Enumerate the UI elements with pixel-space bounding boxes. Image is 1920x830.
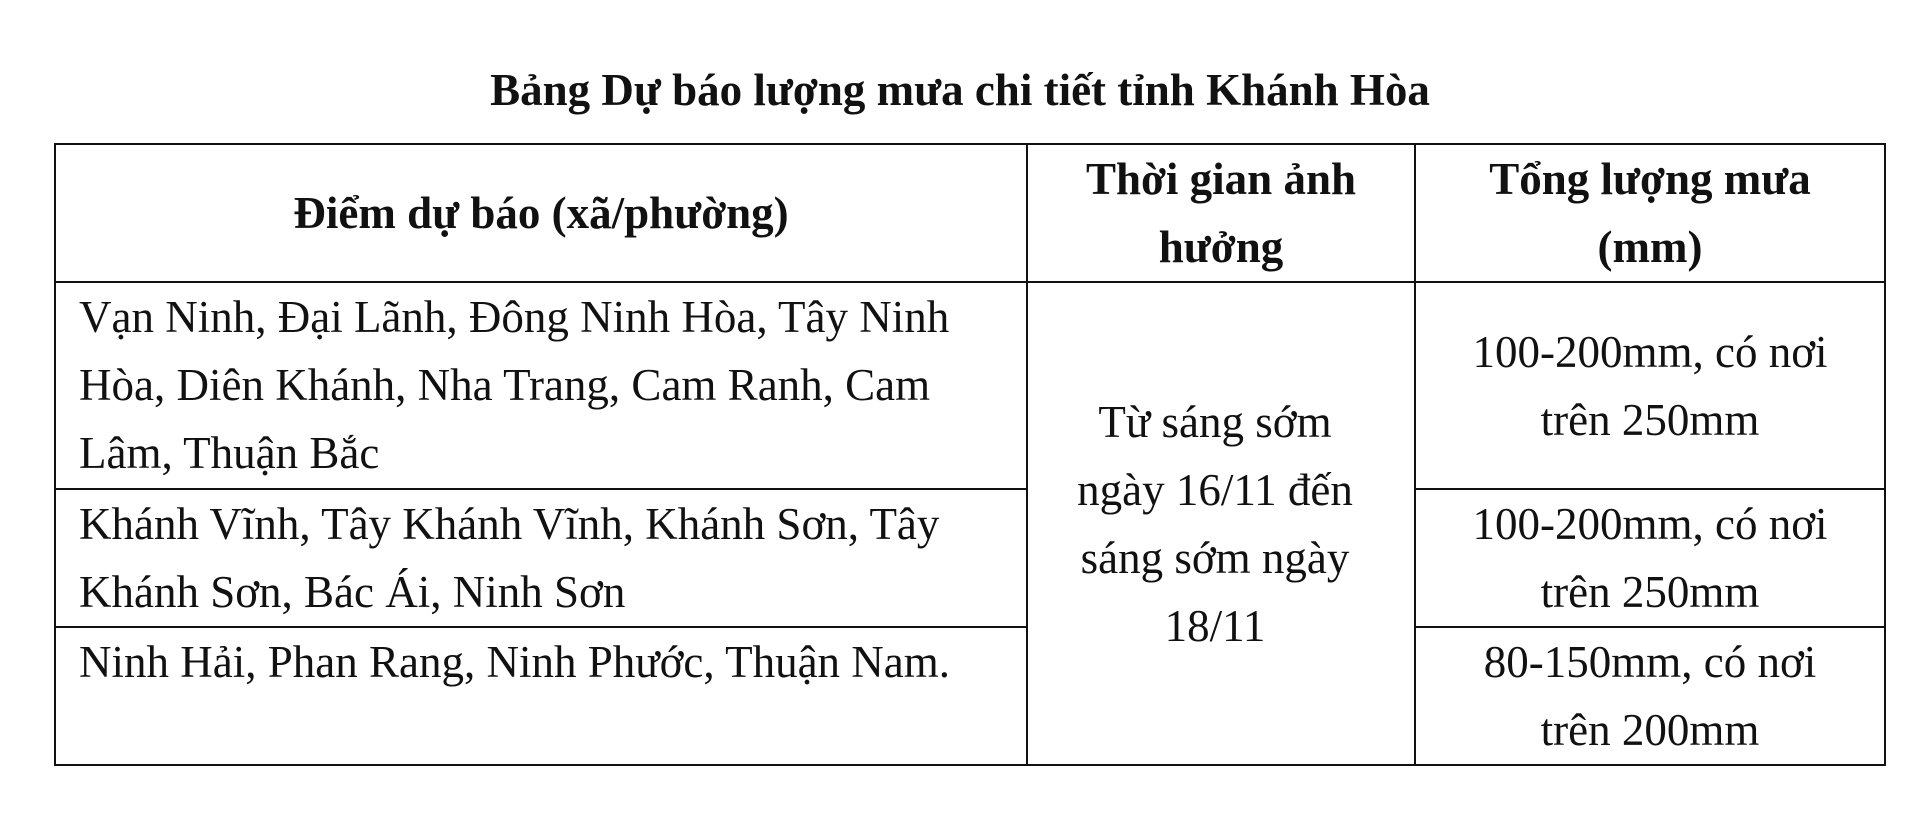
header-total-rainfall: Tổng lượng mưa (mm) bbox=[1415, 144, 1885, 282]
row-locations: Khánh Vĩnh, Tây Khánh Vĩnh, Khánh Sơn, Tây Khánh Sơn, Bác Ái, Ninh Sơn bbox=[55, 489, 1027, 627]
table-title: Bảng Dự báo lượng mưa chi tiết tỉnh Khánh Hòa bbox=[490, 65, 1430, 115]
impact-time-cell: Từ sáng sớm ngày 16/11 đến sáng sớm ngày 18/11 bbox=[1027, 282, 1415, 765]
row-locations: Vạn Ninh, Đại Lãnh, Đông Ninh Hòa, Tây Ninh Hòa, Diên Khánh, Nha Trang, Cam Ranh, Cam Lâm, Thuận Bắc bbox=[55, 282, 1027, 489]
row-rainfall: 100-200mm, có nơi trên 250mm bbox=[1415, 489, 1885, 627]
rainfall-forecast-table bbox=[54, 143, 1886, 766]
header-forecast-point: Điểm dự báo (xã/phường) bbox=[55, 144, 1027, 282]
table-row bbox=[55, 282, 1885, 489]
table-row bbox=[55, 627, 1885, 765]
table-row bbox=[55, 489, 1885, 627]
table-header-row bbox=[55, 144, 1885, 282]
header-impact-time: Thời gian ảnh hưởng bbox=[1027, 144, 1415, 282]
row-rainfall: 80-150mm, có nơi trên 200mm bbox=[1415, 627, 1885, 765]
row-rainfall: 100-200mm, có nơi trên 250mm bbox=[1415, 282, 1885, 489]
row-locations: Ninh Hải, Phan Rang, Ninh Phước, Thuận Nam. bbox=[55, 627, 1027, 765]
